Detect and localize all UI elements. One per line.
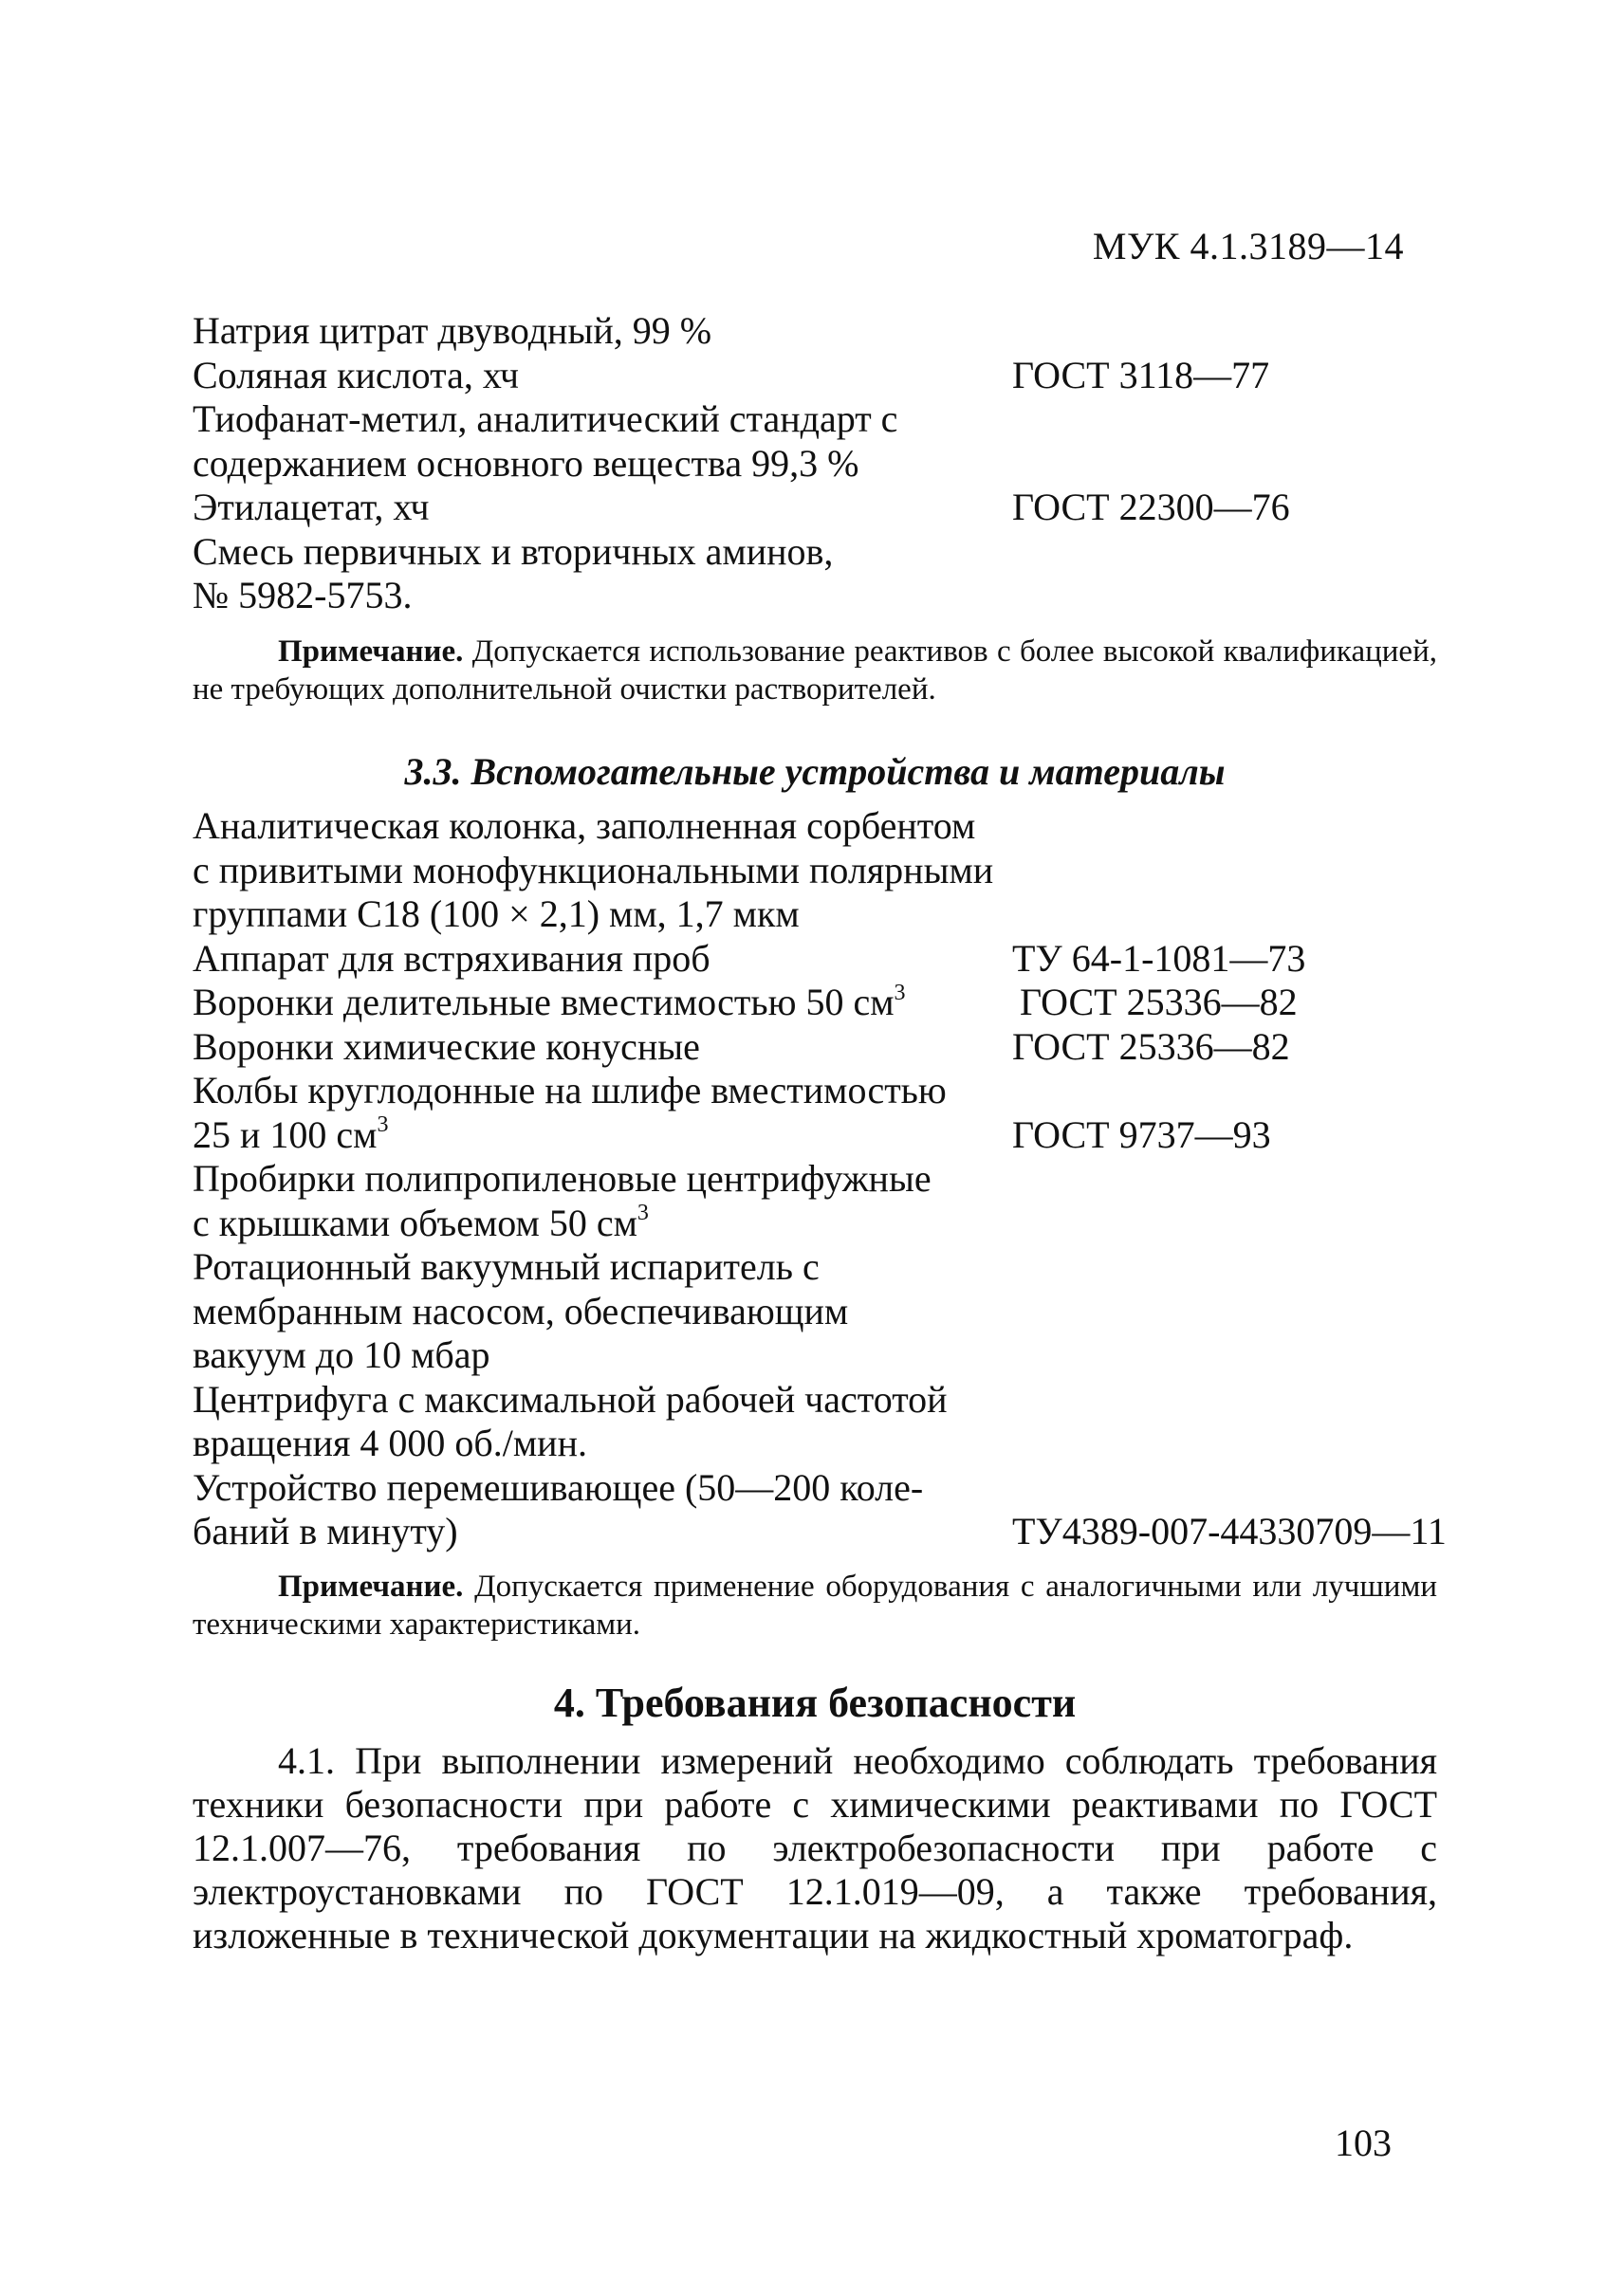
equipment-name: вакуум до 10 мбар	[193, 1333, 490, 1376]
reagent-name: Соляная кислота, хч	[193, 353, 519, 396]
equipment-name: вращения 4 000 об./мин.	[193, 1422, 587, 1464]
reagent-row	[193, 530, 1464, 575]
equipment-standard: ТУ 64-1-1081—73	[1012, 936, 1306, 980]
note-label: Примечание.	[278, 1570, 464, 1604]
equipment-name: баний в минуту)	[193, 1510, 458, 1552]
reagent-row	[193, 442, 1464, 487]
equipment-row	[193, 849, 1464, 893]
equipment-row	[193, 804, 1464, 849]
document-code: МУК 4.1.3189—14	[1092, 225, 1404, 267]
note-label: Примечание.	[278, 634, 464, 669]
equipment-name: Колбы круглодонные на шлифе вместимостью	[193, 1069, 947, 1111]
equipment-name: Воронки делительные вместимостью 50 см	[193, 981, 895, 1023]
equipment-name: Аналитическая колонка, заполненная сорбентом	[193, 804, 976, 847]
reagent-name: № 5982-5753.	[193, 574, 413, 616]
equipment-name: с привитыми монофункциональными полярными	[193, 848, 994, 891]
equipment-row	[193, 1025, 1464, 1070]
equipment-name: Воронки химические конусные	[193, 1024, 700, 1068]
superscript: 3	[894, 980, 906, 1005]
equipment-row	[193, 1422, 1464, 1466]
reagent-row	[193, 309, 1464, 354]
equipment-standard: ГОСТ 25336—82	[1012, 1024, 1290, 1068]
equipment-name: мембранным насосом, обеспечивающим	[193, 1289, 849, 1332]
reagent-row	[193, 354, 1464, 398]
superscript: 3	[377, 1112, 389, 1138]
equipment-name: Пробирки полипропиленовые центрифужные	[193, 1157, 932, 1200]
equipment-name: Центрифуга с максимальной рабочей частотой	[193, 1377, 948, 1421]
equipment-row	[193, 1510, 1464, 1554]
equipment-list	[193, 804, 1464, 1554]
reagent-name: Тиофанат-метил, аналитический стандарт с	[193, 397, 898, 440]
equipment-row	[193, 1466, 1464, 1511]
note-text: Допускается использование реактивов с более высокой квалификацией, не требующих дополнительной очистки растворителей.	[193, 634, 1437, 707]
equipment-name: группами С18 (100 × 2,1) мм, 1,7 мкм	[193, 892, 800, 935]
equipment-name: Аппарат для встряхивания проб	[193, 936, 710, 980]
reagent-row	[193, 574, 1464, 618]
equipment-row	[193, 892, 1464, 937]
equipment-row	[193, 937, 1464, 982]
note-text: Допускается применение оборудования с аналогичными или лучшими техническими характеристиками.	[193, 1570, 1437, 1642]
reagents-list	[193, 309, 1464, 618]
equipment-row	[193, 1290, 1464, 1334]
equipment-name: Ротационный вакуумный испаритель с	[193, 1245, 820, 1288]
equipment-name: с крышками объемом 50 см	[193, 1201, 637, 1244]
equipment-row	[193, 1157, 1464, 1202]
reagent-name: Натрия цитрат двуводный, 99 %	[193, 309, 712, 352]
section-title: 3.3. Вспомогательные устройства и материалы	[404, 750, 1226, 793]
equipment-name: Устройство перемешивающее (50—200 коле-	[193, 1465, 924, 1509]
equipment-row	[193, 1333, 1464, 1378]
note-reagents	[193, 633, 1437, 708]
chapter-title: 4. Требования безопасности	[553, 1680, 1077, 1726]
equipment-row	[193, 981, 1464, 1025]
safety-paragraph: 4.1. При выполнении измерений необходимо соблюдать требования техники безопасности при работе с химическими реактивами по ГОСТ 12.1.007—76, требования по электробезопасности при работе с электроустановками по ГОСТ 12.1.019—09, а также требования, изложенные в технической документации на жидкостный хроматограф.	[193, 1739, 1437, 1956]
note-equipment	[193, 1568, 1437, 1644]
superscript: 3	[637, 1201, 649, 1226]
equipment-row	[193, 1378, 1464, 1423]
equipment-standard: ГОСТ 25336—82	[1020, 981, 1298, 1023]
reagent-name: содержанием основного вещества 99,3 %	[193, 441, 859, 485]
reagent-name: Смесь первичных и вторичных аминов,	[193, 529, 834, 573]
equipment-row	[193, 1245, 1464, 1290]
equipment-standard: ТУ4389-007-44330709—11	[1012, 1510, 1447, 1552]
equipment-row	[193, 1113, 1464, 1158]
page-number: 103	[1335, 2122, 1392, 2164]
equipment-row	[193, 1069, 1464, 1113]
equipment-row	[193, 1202, 1464, 1246]
equipment-name: 25 и 100 см	[193, 1112, 378, 1156]
reagent-standard: ГОСТ 22300—76	[1012, 486, 1290, 528]
reagent-row	[193, 486, 1464, 530]
reagent-name: Этилацетат, хч	[193, 486, 430, 528]
equipment-standard: ГОСТ 9737—93	[1012, 1112, 1271, 1156]
reagent-row	[193, 397, 1464, 442]
reagent-standard: ГОСТ 3118—77	[1012, 353, 1270, 396]
